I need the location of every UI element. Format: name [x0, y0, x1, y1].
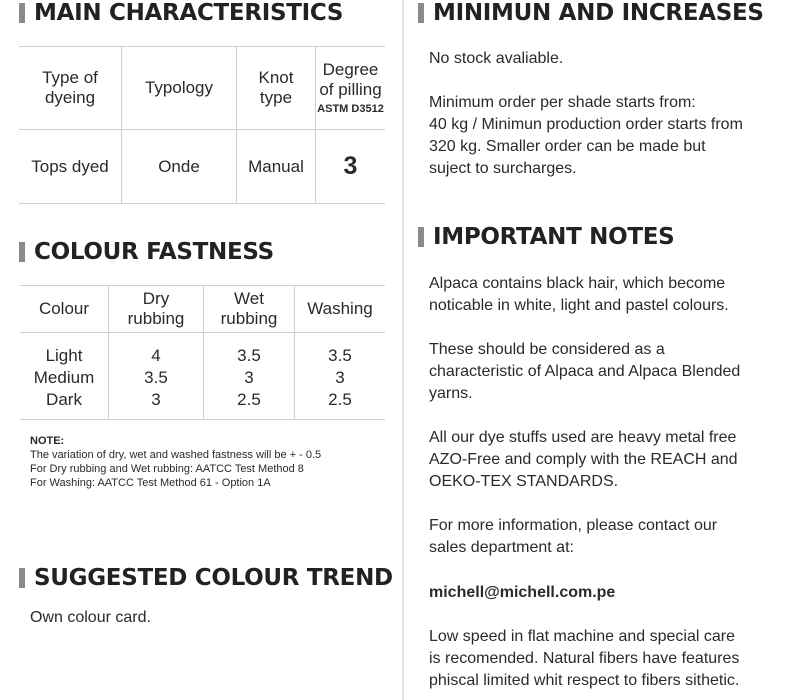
header-typology: Typology [122, 47, 237, 130]
note-line: For Washing: AATCC Test Method 61 - Option 1A [30, 477, 271, 489]
minimum-and-increases-title: MINIMUN AND INCREASES [433, 0, 764, 26]
table-row [20, 333, 385, 420]
colour-fastness-title: COLOUR FASTNESS [34, 239, 274, 265]
heading-bar-icon [19, 568, 25, 588]
table-header-row [20, 286, 385, 333]
notes-paragraph-4: For more information, please contact our sales department at: [429, 517, 718, 556]
notes-paragraph-3: All our dye stuffs used are heavy metal free AZO-Free and comply with the REACH and OEKO-TEX STANDARDS. [429, 429, 738, 490]
cell-knot-type: Manual [237, 130, 316, 204]
cell-degree-of-pilling: 3 [316, 130, 386, 204]
fastness-note [30, 434, 321, 490]
astm-label: ASTM D3512 [317, 103, 384, 115]
suggested-colour-trend-heading [19, 565, 393, 591]
cell-typology: Onde [122, 130, 237, 204]
cell-type-of-dyeing: Tops dyed [19, 130, 122, 204]
suggested-colour-trend-text: Own colour card. [30, 609, 151, 626]
note-line: For Dry rubbing and Wet rubbing: AATCC Test Method 8 [30, 463, 304, 475]
stock-text: No stock avaliable. [429, 50, 564, 67]
table-row [19, 130, 385, 204]
main-characteristics-heading [19, 0, 343, 26]
cell-wet-rubbing-values: 3.5 3 2.5 [204, 333, 295, 420]
header-washing: Washing [295, 286, 386, 333]
header-wet-rubbing: Wet rubbing [204, 286, 295, 333]
main-characteristics-title: MAIN CHARACTERISTICS [34, 0, 344, 26]
cell-colour-list: Light Medium Dark [20, 333, 109, 420]
notes-paragraph-2: These should be considered as a characteristic of Alpaca and Alpaca Blended yarns. [429, 341, 741, 402]
note-line: The variation of dry, wet and washed fastness will be + - 0.5 [30, 449, 322, 461]
header-type-of-dyeing: Type of dyeing [19, 47, 122, 130]
right-column [404, 0, 802, 700]
notes-paragraph-1: Alpaca contains black hair, which become noticable in white, light and pastel colours. [429, 275, 729, 314]
heading-bar-icon [19, 3, 25, 23]
cell-washing-values: 3.5 3 2.5 [295, 333, 386, 420]
table-header-row [19, 47, 385, 130]
suggested-colour-trend-title: SUGGESTED COLOUR TREND [34, 565, 393, 591]
colour-fastness-heading [19, 239, 274, 265]
important-notes-heading [418, 224, 674, 250]
header-degree-of-pilling: Degree of pilling ASTM D3512 [316, 47, 386, 130]
notes-paragraph-5: Low speed in flat machine and special care is recomended. Natural fibers have features phiscal limited whit respect to fibers sithetic. [429, 628, 740, 689]
cell-dry-rubbing-values: 4 3.5 3 [109, 333, 204, 420]
heading-bar-icon [19, 242, 25, 262]
header-colour: Colour [20, 286, 109, 333]
main-characteristics-table [19, 46, 385, 204]
heading-bar-icon [418, 3, 424, 23]
important-notes-title: IMPORTANT NOTES [433, 224, 675, 250]
header-dry-rubbing: Dry rubbing [109, 286, 204, 333]
header-knot-type: Knot type [237, 47, 316, 130]
minimum-order-text: Minimum order per shade starts from: 40 kg / Minimun production order starts from 320 kg. Smaller order can be made but suject to surcharges. [429, 94, 743, 177]
minimum-and-increases-heading [418, 0, 764, 26]
colour-fastness-table [20, 285, 385, 420]
contact-email[interactable]: michell@michell.com.pe [429, 584, 616, 601]
note-title: NOTE: [30, 435, 65, 447]
heading-bar-icon [418, 227, 424, 247]
